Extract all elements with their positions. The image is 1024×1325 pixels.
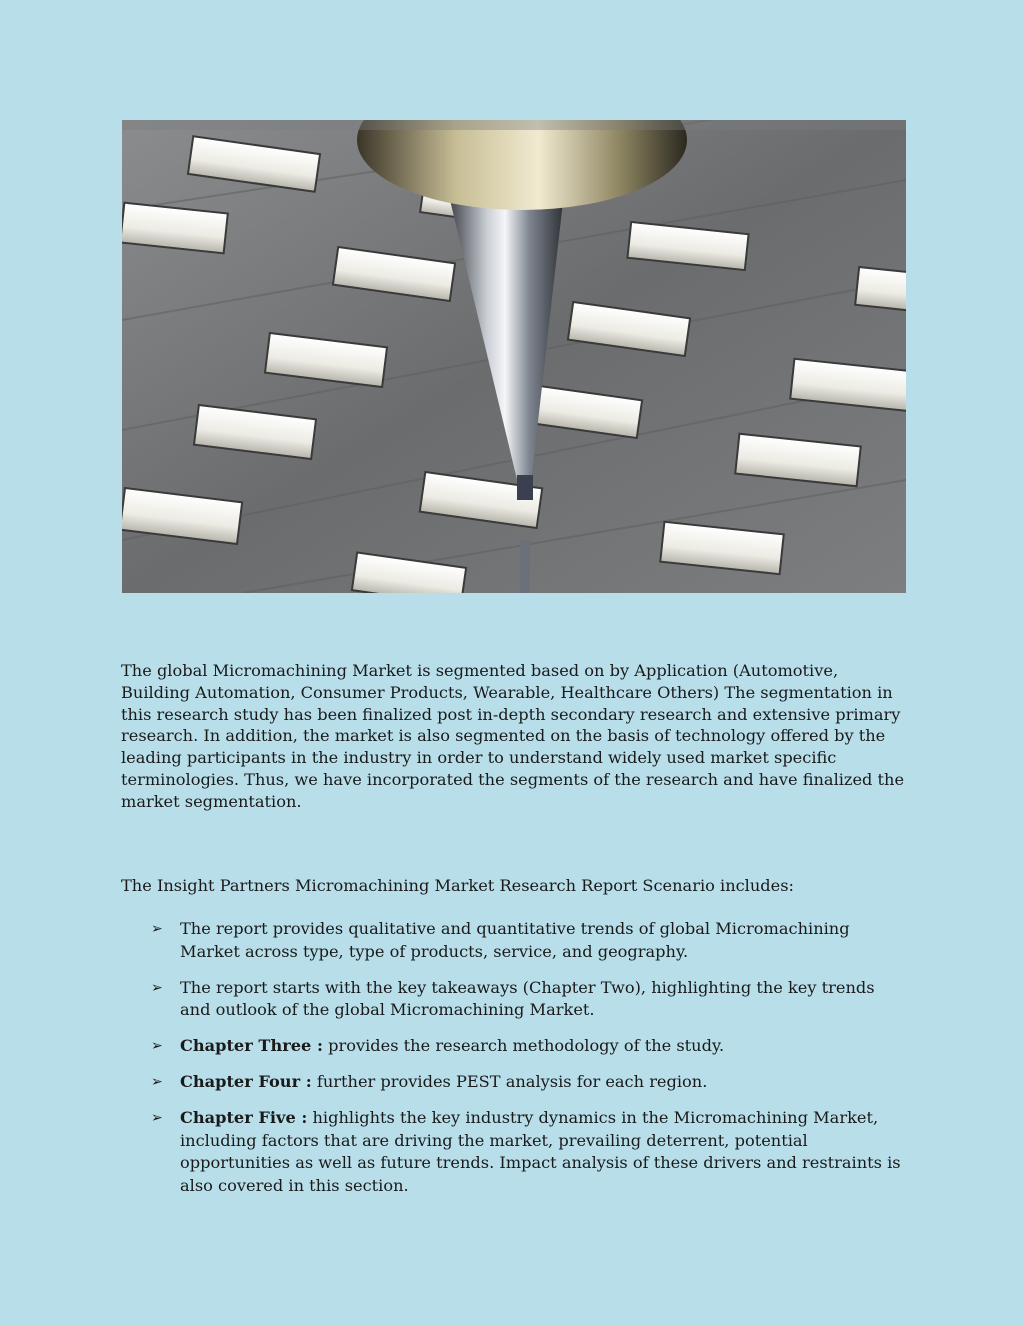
arrow-bullet-icon: ➢ [151,979,163,996]
intro-paragraph: The global Micromachining Market is segmented based on by Application (Automotive, Building Automation, Consumer Products, Wearable, Healthcare Others) The segmentation in this research study has been finalized post in-depth secondary research and extensive primary research. In addition, the market is also segmented on the basis of technology offered by the leading participants in the industry in order to understand widely used market specific terminologies. Thus, we have incorporated the segments of the research and have finalized the market segmentation. [121,661,905,811]
arrow-bullet-icon: ➢ [151,921,163,937]
bullet-bold-lead: Chapter Five : [180,1107,308,1127]
arrow-bullet-icon: ➢ [151,1038,163,1055]
scenario-lead: The Insight Partners Micromachining Market Research Report Scenario includes: [121,876,794,895]
micromachining-illustration [122,120,906,593]
bullet-bold-lead: Chapter Four : [180,1071,312,1091]
list-item [121,1071,901,1094]
bullet-bold-lead: Chapter Three : [180,1036,323,1056]
arrow-bullet-icon: ➢ [151,1109,163,1126]
arrow-bullet-icon: ➢ [151,1073,163,1090]
bullet-text: The report provides qualitative and quantitative trends of global Micromachining Market across type, type of products, service, and geography. [180,919,850,961]
scenario-bullet-list [121,918,901,1211]
list-item [121,1035,901,1058]
bullet-text: highlights the key industry dynamics in the Micromachining Market, including factors that are driving the market, prevailing deterrent, potential opportunities as well as future trends. Impact analysis of these drivers and restraints is also covered in this section. [180,1107,901,1196]
bullet-text: further provides PEST analysis for each region. [311,1071,708,1091]
list-item [121,918,901,964]
list-item [121,977,901,1023]
micromachining-photo [122,120,906,593]
bullet-text: The report starts with the key takeaways (Chapter Two), highlighting the key trends and outlook of the global Micromachining Market. [180,977,875,1020]
bullet-text: provides the research methodology of the study. [322,1036,725,1056]
list-item [121,1107,901,1198]
